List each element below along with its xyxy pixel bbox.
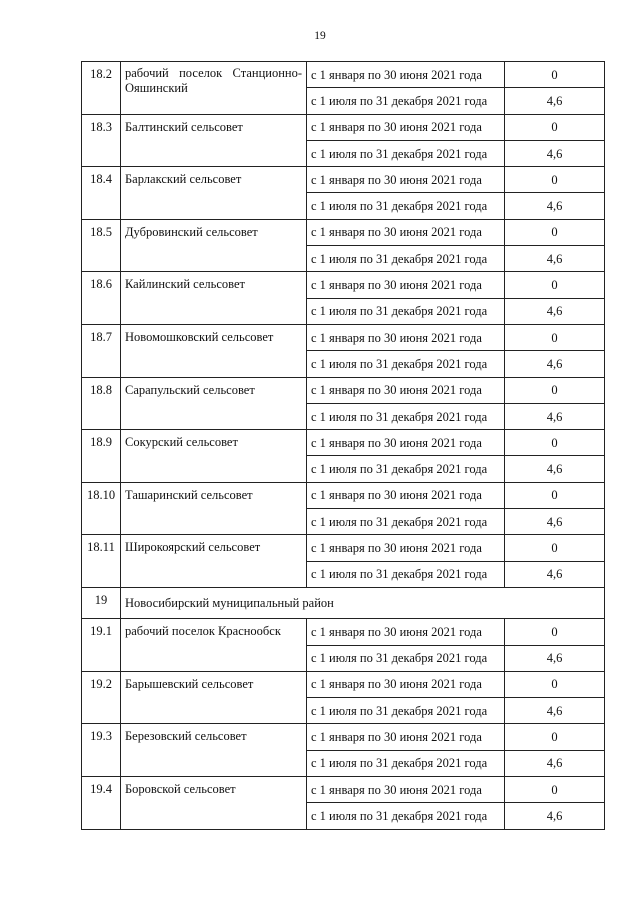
rate-cell: 0 [505,777,605,803]
rate-cell: 0 [505,619,605,645]
rate-cell: 0 [505,62,605,88]
rate-cell: 4,6 [505,246,605,272]
rate-cell: 0 [505,167,605,193]
rate-cell: 0 [505,535,605,561]
period-cell: с 1 января по 30 июня 2021 года [307,619,505,645]
rate-cell: 0 [505,482,605,508]
rate-cell: 4,6 [505,750,605,776]
municipality-name: Березовский сельсовет [121,724,307,777]
rate-cell: 4,6 [505,298,605,324]
period-cell: с 1 января по 30 июня 2021 года [307,272,505,298]
rate-cell: 4,6 [505,193,605,219]
row-number: 18.10 [82,482,121,535]
period-cell: с 1 января по 30 июня 2021 года [307,724,505,750]
period-cell: с 1 июля по 31 декабря 2021 года [307,88,505,114]
row-number: 19.4 [82,777,121,830]
rate-cell: 4,6 [505,509,605,535]
table-row [82,324,605,350]
table-row [82,777,605,803]
rate-cell: 4,6 [505,456,605,482]
municipality-name: рабочий поселок Станционно-Ояшинский [121,62,307,115]
rate-cell: 0 [505,724,605,750]
district-row [82,587,605,618]
table-row [82,272,605,298]
table-row [82,724,605,750]
period-cell: с 1 июля по 31 декабря 2021 года [307,246,505,272]
period-cell: с 1 января по 30 июня 2021 года [307,430,505,456]
period-cell: с 1 июля по 31 декабря 2021 года [307,561,505,587]
rate-cell: 4,6 [505,561,605,587]
period-cell: с 1 января по 30 июня 2021 года [307,482,505,508]
table-row [82,482,605,508]
row-number: 18.2 [82,62,121,115]
period-cell: с 1 июля по 31 декабря 2021 года [307,645,505,671]
period-cell: с 1 июля по 31 декабря 2021 года [307,698,505,724]
rate-cell: 4,6 [505,140,605,166]
table-row [82,535,605,561]
table-row [82,114,605,140]
rate-cell: 0 [505,272,605,298]
period-cell: с 1 января по 30 июня 2021 года [307,671,505,697]
row-number: 18.6 [82,272,121,325]
municipality-name: Ташаринский сельсовет [121,482,307,535]
rate-cell: 4,6 [505,698,605,724]
period-cell: с 1 июля по 31 декабря 2021 года [307,140,505,166]
municipality-name: Сарапульский сельсовет [121,377,307,430]
period-cell: с 1 января по 30 июня 2021 года [307,324,505,350]
row-number: 18.4 [82,167,121,220]
page-number: 19 [314,30,326,42]
period-cell: с 1 июля по 31 декабря 2021 года [307,298,505,324]
table-row [82,167,605,193]
row-number: 19 [82,587,121,618]
rates-table-body [82,62,605,830]
period-cell: с 1 января по 30 июня 2021 года [307,167,505,193]
period-cell: с 1 июля по 31 декабря 2021 года [307,456,505,482]
rate-cell: 4,6 [505,351,605,377]
municipality-name: Боровской сельсовет [121,777,307,830]
period-cell: с 1 января по 30 июня 2021 года [307,377,505,403]
row-number: 18.8 [82,377,121,430]
period-cell: с 1 июля по 31 декабря 2021 года [307,403,505,429]
table-row [82,377,605,403]
municipality-name: Широкоярский сельсовет [121,535,307,588]
row-number: 18.3 [82,114,121,167]
period-cell: с 1 июля по 31 декабря 2021 года [307,509,505,535]
rate-cell: 4,6 [505,88,605,114]
period-cell: с 1 июля по 31 декабря 2021 года [307,193,505,219]
row-number: 19.1 [82,619,121,672]
rate-cell: 0 [505,377,605,403]
rate-cell: 0 [505,430,605,456]
row-number: 18.7 [82,324,121,377]
municipality-name: Кайлинский сельсовет [121,272,307,325]
rate-cell: 4,6 [505,403,605,429]
row-number: 18.5 [82,219,121,272]
municipality-name: рабочий поселок Краснообск [121,619,307,672]
period-cell: с 1 июля по 31 декабря 2021 года [307,803,505,829]
rate-cell: 0 [505,219,605,245]
municipality-name: Дубровинский сельсовет [121,219,307,272]
period-cell: с 1 января по 30 июня 2021 года [307,219,505,245]
period-cell: с 1 июля по 31 декабря 2021 года [307,351,505,377]
period-cell: с 1 января по 30 июня 2021 года [307,777,505,803]
municipality-name: Барышевский сельсовет [121,671,307,724]
rate-cell: 4,6 [505,803,605,829]
rate-cell: 0 [505,324,605,350]
row-number: 19.3 [82,724,121,777]
row-number: 18.9 [82,430,121,483]
table-row [82,430,605,456]
row-number: 18.11 [82,535,121,588]
rates-table [81,61,605,830]
period-cell: с 1 января по 30 июня 2021 года [307,535,505,561]
rate-cell: 0 [505,114,605,140]
municipality-name: Сокурский сельсовет [121,430,307,483]
period-cell: с 1 января по 30 июня 2021 года [307,114,505,140]
district-name: Новосибирский муниципальный район [121,587,605,618]
municipality-name: Барлакский сельсовет [121,167,307,220]
municipality-name: Балтинский сельсовет [121,114,307,167]
period-cell: с 1 июля по 31 декабря 2021 года [307,750,505,776]
rate-cell: 0 [505,671,605,697]
table-row [82,619,605,645]
municipality-name: Новомошковский сельсовет [121,324,307,377]
table-row [82,62,605,88]
period-cell: с 1 января по 30 июня 2021 года [307,62,505,88]
rate-cell: 4,6 [505,645,605,671]
table-row [82,219,605,245]
row-number: 19.2 [82,671,121,724]
table-row [82,671,605,697]
